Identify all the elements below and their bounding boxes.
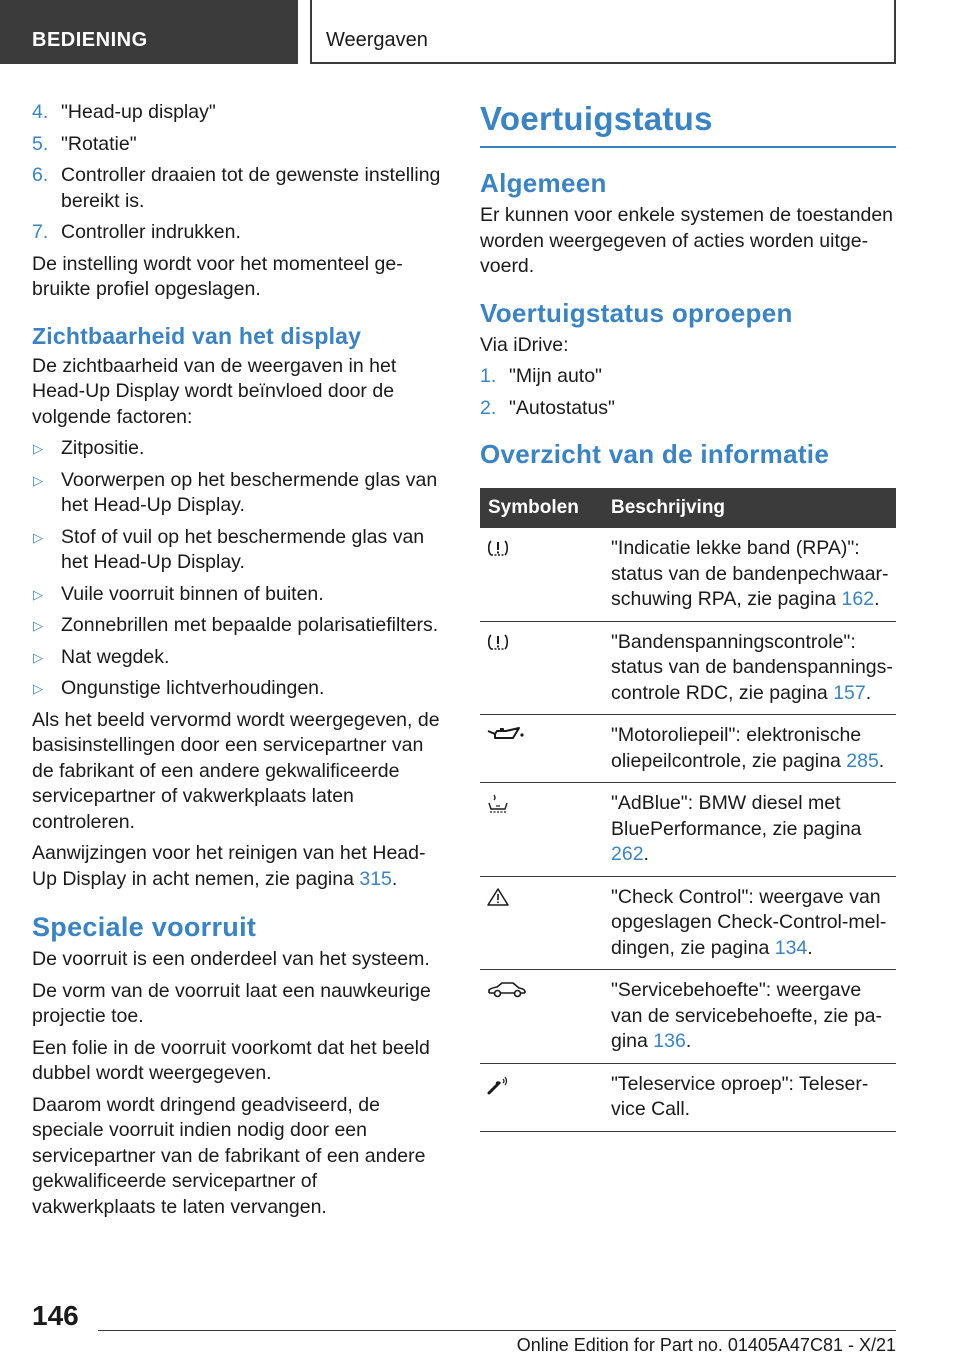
- overview-heading: Overzicht van de informatie: [480, 439, 830, 469]
- oil-can-icon: [486, 725, 526, 745]
- windshield-heading: Speciale voorruit: [32, 912, 257, 942]
- table-header-row: [480, 488, 896, 528]
- call-intro: Via iDrive:: [480, 333, 569, 356]
- table-row: "Motoroliepeil": elektronische oliepeilcontrole, zie pagina 285.: [480, 715, 896, 783]
- call-status-heading: Voertuigstatus oproepen: [480, 297, 793, 328]
- car-service-icon: [486, 980, 528, 1000]
- table-row: "AdBlue": BMW diesel met BluePerformance, zie pagina 262.: [480, 783, 896, 877]
- list-item: 4. "Head-up display": [32, 101, 216, 123]
- adblue-icon: [486, 793, 510, 815]
- paragraph: De vorm van de voorruit laat een nauwkeurige projectie toe.: [32, 979, 431, 1027]
- right-column: [480, 100, 896, 1132]
- list-item: ▷ Nat wegdek.: [32, 645, 446, 671]
- list-item: 7. Controller indrukken.: [32, 221, 241, 243]
- steps-list: [32, 100, 446, 246]
- list-item: ▷ Stof of vuil op het beschermende glas van het Head-Up Display.: [33, 525, 425, 573]
- saved-note: De instelling wordt voor het momenteel gebruikte profiel opgeslagen.: [32, 252, 403, 300]
- page-link[interactable]: 136: [653, 1030, 686, 1052]
- table-row: "Servicebehoefte": weergave van de servicebehoefte, zie pagina 136.: [480, 970, 896, 1064]
- bullet-triangle-icon: ▷: [33, 441, 43, 456]
- list-item: ▷ Ongunstige lichtverhoudingen.: [32, 676, 446, 702]
- edition-text: Online Edition for Part no. 01405A47C81 - X/21: [516, 1335, 896, 1355]
- bullet-triangle-icon: ▷: [33, 681, 43, 696]
- tire-pressure-warning-icon: [486, 632, 510, 652]
- section-tab: BEDIENING: [0, 0, 298, 64]
- table-row: "Bandenspanningscontrole": status van de bandenspanningscontrole RDC, zie pagina 157.: [480, 621, 896, 715]
- list-item: 6. Controller draaien tot de gewenste instelling bereikt is.: [32, 164, 441, 212]
- page-link[interactable]: 262: [611, 843, 644, 865]
- paragraph: De voorruit is een onderdeel van het systeem.: [32, 948, 430, 970]
- page-link[interactable]: 162: [841, 588, 875, 610]
- general-text: Er kunnen voor enkele systemen de toestanden worden weergegeven of acties worden uitgevoerd.: [480, 204, 894, 277]
- page-link[interactable]: 315: [359, 867, 392, 890]
- tire-pressure-warning-icon: [486, 538, 510, 558]
- footer-divider: [98, 1330, 896, 1331]
- table-row: "Check Control": weergave van opgeslagen Check-Control-meldingen, zie pagina 134.: [480, 876, 896, 970]
- general-heading: Algemeen: [480, 168, 607, 198]
- chapter-tab: Weergaven: [310, 0, 896, 64]
- page-link[interactable]: 285: [846, 749, 879, 772]
- warning-triangle-icon: [486, 887, 510, 907]
- column-header-description: Beschrijving: [603, 488, 896, 528]
- page-title: Voertuigstatus: [480, 100, 896, 148]
- bullet-triangle-icon: ▷: [33, 529, 43, 545]
- list-item: ▷ Zitpositie.: [32, 436, 446, 462]
- page-link[interactable]: 134: [774, 936, 808, 959]
- page-link[interactable]: 157: [833, 681, 866, 704]
- paragraph: Een folie in de voorruit voorkomt dat het beeld dubbel wordt weergegeven.: [32, 1036, 430, 1084]
- info-table: [480, 488, 896, 1132]
- bullet-triangle-icon: ▷: [33, 586, 43, 602]
- visibility-intro: De zichtbaarheid van de weergaven in het Head-Up Display wordt beïnvloed door de volgende factoren:: [32, 354, 397, 428]
- call-steps-list: [480, 364, 896, 421]
- cleaning-note: Aanwijzingen voor het reinigen van het Head-Up Display in acht nemen, zie pagina 315.: [32, 842, 426, 890]
- paragraph: Daarom wordt dringend geadviseerd, de speciale voorruit indien nodig door een servicepartner van de fabrikant of een andere gekwalificeerde servicepartner of vakwerkplaats te laten vervangen.: [32, 1093, 426, 1218]
- bullet-triangle-icon: ▷: [33, 649, 43, 665]
- list-item: ▷ Zonnebrillen met bepaalde polarisatiefilters.: [32, 613, 446, 639]
- distorted-note: Als het beeld vervormd wordt weergegeven, de basisinstellingen door een servicepartner van de fabrikant of een andere gekwalificeerde servicepartner of vakwerkplaats laten controleren.: [32, 708, 440, 833]
- bullet-triangle-icon: ▷: [33, 618, 43, 633]
- table-row: "Indicatie lekke band (RPA)": status van de bandenpechwaarschuwing RPA, zie pagina 162.: [480, 528, 896, 621]
- left-column: [32, 100, 446, 1226]
- factors-list: [32, 436, 446, 702]
- table-row: "Teleservice oproep": Teleservice Call.: [480, 1063, 896, 1131]
- column-header-symbols: Symbolen: [480, 488, 603, 528]
- list-item: 1. "Mijn auto": [480, 365, 602, 387]
- page-header: [0, 0, 960, 66]
- list-item: ▷ Vuile voorruit binnen of buiten.: [32, 582, 446, 608]
- visibility-heading: Zichtbaarheid van het display: [32, 322, 362, 349]
- list-item: ▷ Voorwerpen op het beschermende glas van het Head-Up Display.: [33, 468, 438, 516]
- list-item: 5. "Rotatie": [32, 132, 137, 155]
- teleservice-wrench-icon: [486, 1074, 512, 1096]
- page-number: 146: [32, 1300, 79, 1331]
- bullet-triangle-icon: ▷: [33, 472, 43, 488]
- list-item: 2. "Autostatus": [480, 396, 615, 419]
